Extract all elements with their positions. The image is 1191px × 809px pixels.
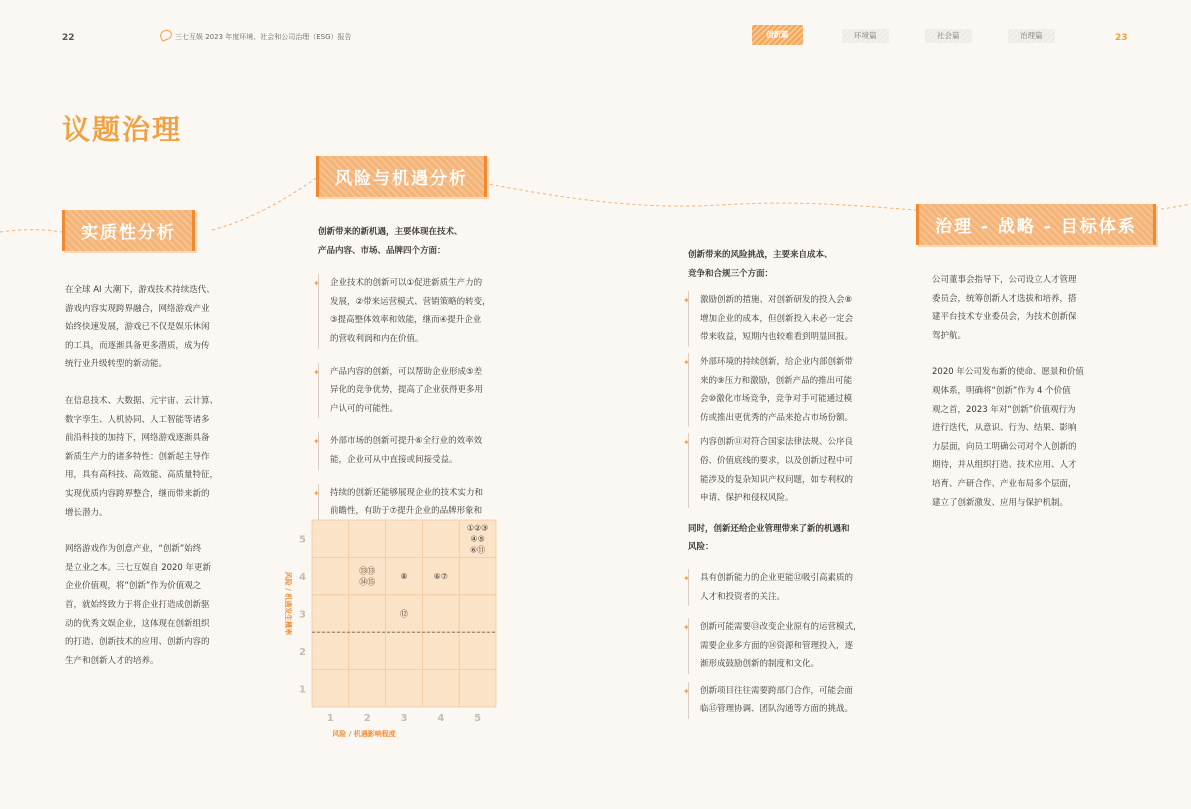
risk-point-label: ⑥⑦ xyxy=(433,572,448,582)
star-icon: ✦ xyxy=(683,438,690,448)
list-item: ✦ 创新项目往往需要跨部门合作，可能会面 临⑮管理协调、团队沟通等方面的挑战。 xyxy=(688,682,883,719)
star-icon: ✦ xyxy=(683,686,690,696)
page-number-left: 22 xyxy=(62,33,75,43)
tab-innovation[interactable]: 创新篇 xyxy=(752,25,803,45)
list-item: ✦ 内容创新⑪对符合国家法律法规、公序良 俗、价值底线的要求，以及创新过程中可 能涉及的复杂知识产权问题，如专利权的 申请、保护和侵权风险。 xyxy=(688,433,883,507)
intro-text: 创新带来的风险挑战，主要来自成本、 竞争和合规三个方面： xyxy=(688,250,833,279)
star-icon: ✦ xyxy=(683,296,690,306)
paragraph: 在信息技术、大数据、元宇宙、云计算、 数字孪生、人机协同、人工智能等诸多 前沿科技的加持下，网络游戏逐渐具备 新质生产力的诸多特性：创新起主导作 用，具有高科技、高效能、高质量特征， 实现优质内容跨界整合，继而带来新的 增长潜力。 xyxy=(65,395,219,518)
risk-point-label: ⑫ xyxy=(400,609,408,619)
paragraph: 公司董事会指导下，公司设立人才管理 委员会，统筹创新人才选拔和培养，搭 建平台技术专业委员会，为技术创新保 驾护航。 xyxy=(932,275,1077,341)
risk-point-label: ①②③ xyxy=(466,523,489,533)
intro-text: 同时，创新还给企业管理带来了新的机遇和 风险： xyxy=(688,523,850,553)
tab-governance[interactable]: 治理篇 xyxy=(1008,29,1055,43)
y-axis-label: 风险 / 机遇发生概率 xyxy=(284,571,292,636)
star-icon: ✦ xyxy=(313,488,320,498)
tab-environment[interactable]: 环境篇 xyxy=(842,29,889,43)
logo-swirl-icon xyxy=(159,28,174,42)
star-icon: ✦ xyxy=(313,367,320,377)
paragraph: 在全球 AI 大潮下，游戏技术持续迭代、 游戏内容实现跨界融合，网络游戏产业 始终快速发展，游戏已不仅是娱乐休闲 的工具，而逐渐具备更多潜质，成为传 统行业升级转型的新动能。 xyxy=(65,285,215,370)
x-tick-label: 1 xyxy=(326,713,334,724)
list-item: ✦ 企业技术的创新可以①促进新质生产力的 发展，②带来运营模式、营销策略的转变， ③提高整体效率和效能，继而④提升企业 的营收利润和内在价值。 xyxy=(318,274,513,348)
paragraph: 2020 年公司发布新的使命、愿景和价值 观体系，明确将“创新”作为 4 个价值 观之首，2023 年对“创新”价值观行为 进行迭代，从意识、行为、结果、影响 力层面，向员工明确公司对个人创新的 期待，并从组织打造、技术应用、人才 培育、产研合作、产业布局多个层面， 建立了创新激发、应用与保护机制。 xyxy=(932,367,1084,508)
y-tick-label: 2 xyxy=(299,646,306,658)
tab-society[interactable]: 社会篇 xyxy=(925,29,972,43)
list-item: ✦ 激励创新的措施、对创新研发的投入会⑧ 增加企业的成本，但创新投入未必一定会 带来收益，短期内也较难看到明显回报。 xyxy=(688,291,883,347)
star-icon: ✦ xyxy=(313,279,320,289)
intro-text: 创新带来的新机遇，主要体现在技术、 产品内容、市场、品牌四个方面： xyxy=(318,227,463,256)
risk-point-label: ⑭⑮ xyxy=(359,577,376,587)
star-icon: ✦ xyxy=(313,437,320,447)
section1-text xyxy=(65,281,235,670)
tag-risk-opportunity: 风险与机遇分析 xyxy=(316,156,487,197)
star-icon: ✦ xyxy=(683,357,690,367)
list-item: ✦ 产品内容的创新，可以帮助企业形成⑤差 异化的竞争优势，提高了企业获得更多用 户认可的可能性。 xyxy=(318,363,513,419)
x-tick-label: 2 xyxy=(363,713,371,724)
y-tick-label: 4 xyxy=(299,572,306,584)
y-tick-label: 3 xyxy=(299,609,306,621)
page-number-right: 23 xyxy=(1115,33,1128,43)
list-item: ✦ 外部市场的创新可提升⑥全行业的效率效 能，企业可从中直接或间接受益。 xyxy=(318,432,513,469)
list-item: ✦ 具有创新能力的企业更能⑫吸引高素质的 人才和投资者的关注。 xyxy=(688,569,883,606)
x-tick-label: 4 xyxy=(437,713,445,724)
running-title: 三七互娱 2023 年度环境、社会和公司治理（ESG）报告 xyxy=(175,33,352,41)
risk-matrix-chart xyxy=(270,515,510,745)
list-item: ✦ 外部环境的持续创新，给企业内部创新带 来的⑨压力和激励，创新产品的推出可能 会⑩激化市场竞争，竞争对手可能通过模 仿或推出更优秀的产品来抢占市场份额。 xyxy=(688,353,883,427)
section4-text xyxy=(932,271,1107,512)
y-tick-label: 5 xyxy=(299,534,306,546)
page-title: 议题治理 xyxy=(62,113,183,146)
section3-text xyxy=(683,246,883,719)
risk-point-label: ⑬⑬ xyxy=(359,566,376,576)
risk-point-label: ⑥⑪ xyxy=(470,545,486,555)
list-item: ✦ 创新可能需要⑬改变企业原有的运营模式， 需要企业多方面的⑭资源和管理投入，逐 渐形成鼓励创新的制度和文化。 xyxy=(688,618,883,674)
x-axis-label: 风险 / 机遇影响程度 xyxy=(332,730,396,738)
tag-materiality: 实质性分析 xyxy=(62,210,195,251)
tag-governance-system: 治理 - 战略 - 目标体系 xyxy=(916,204,1156,245)
y-tick-label: 1 xyxy=(299,684,306,696)
risk-point-label: ⑧ xyxy=(400,572,408,582)
risk-point-label: ④⑤ xyxy=(470,534,485,544)
star-icon: ✦ xyxy=(683,573,690,583)
paragraph: 网络游戏作为创意产业，“创新”始终 是立业之本。三七互娱自 2020 年更新 企业价值观，将“创新”作为价值观之 首，就始终致力于将企业打造成创新驱 动的优秀文娱企业，这体现在创新组织 的打造、创新技术的应用、创新内容的 生产和创新人才的培养。 xyxy=(65,544,212,666)
x-tick-label: 5 xyxy=(474,713,482,724)
star-icon: ✦ xyxy=(683,623,690,633)
x-tick-label: 3 xyxy=(400,713,408,724)
section2-text xyxy=(313,223,513,539)
list-item: ✦ 持续的创新还能够展现企业的技术实力和 前瞻性，有助于⑦提升企业的品牌形象和 xyxy=(318,484,513,540)
